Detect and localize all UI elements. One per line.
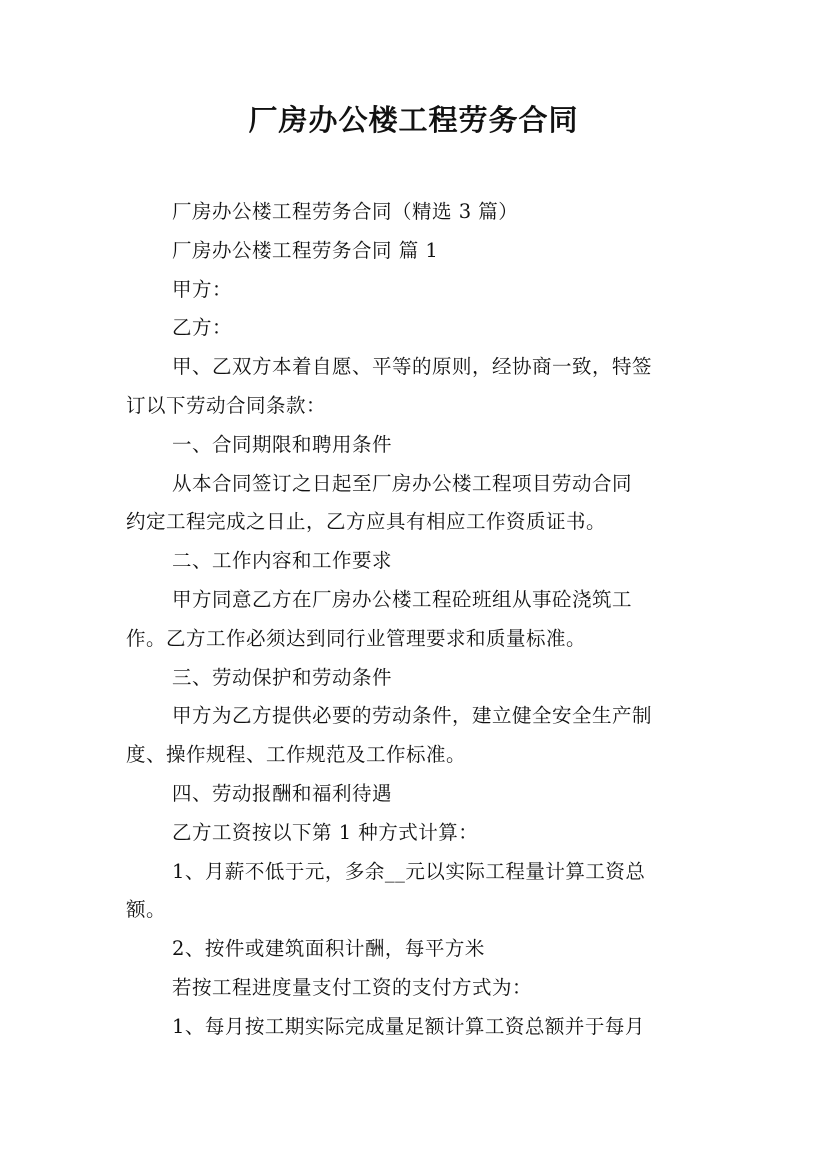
paragraph-line: 甲方为乙方提供必要的劳动条件，建立健全安全生产制: [172, 704, 653, 728]
section-heading: 三、劳动保护和劳动条件: [172, 665, 393, 689]
paragraph-line: 厂房办公楼工程劳务合同（精选 3 篇）: [172, 200, 519, 223]
paragraph-line: 从本合同签订之日起至厂房办公楼工程项目劳动合同: [172, 471, 633, 495]
paragraph-line: 约定工程完成之日止，乙方应具有相应工作资质证书。: [126, 510, 607, 534]
paragraph-line: 1、每月按工期实际完成量足额计算工资总额并于每月: [172, 1014, 645, 1038]
paragraph-line: 甲、乙双方本着自愿、平等的原则，经协商一致，特签: [172, 355, 653, 379]
document-body: [126, 193, 706, 1047]
paragraph-line: 乙方：: [172, 316, 233, 340]
paragraph-line: 2、按件或建筑面积计酬，每平方米: [172, 937, 485, 961]
paragraph-line: 若按工程进度量支付工资的支付方式为：: [172, 975, 533, 999]
paragraph-line: 甲方：: [172, 277, 233, 301]
paragraph-line: 度、操作规程、工作规范及工作标准。: [126, 743, 467, 767]
document-title: 厂房办公楼工程劳务合同: [248, 103, 579, 137]
paragraph-line: 额。: [126, 898, 167, 922]
paragraph-line: 甲方同意乙方在厂房办公楼工程砼班组从事砼浇筑工: [172, 587, 633, 611]
paragraph-line: 订以下劳动合同条款：: [126, 393, 327, 417]
section-heading: 一、合同期限和聘用条件: [172, 432, 393, 456]
paragraph-line: 作。乙方工作必须达到同行业管理要求和质量标准。: [126, 626, 587, 650]
paragraph-line: 乙方工资按以下第 1 种方式计算：: [172, 820, 479, 844]
section-heading: 二、工作内容和工作要求: [172, 549, 393, 573]
paragraph-line: 厂房办公楼工程劳务合同 篇 1: [172, 238, 439, 262]
paragraph-line: 1、月薪不低于元，多余__元以实际工程量计算工资总: [172, 859, 646, 883]
section-heading: 四、劳动报酬和福利待遇: [172, 781, 393, 805]
